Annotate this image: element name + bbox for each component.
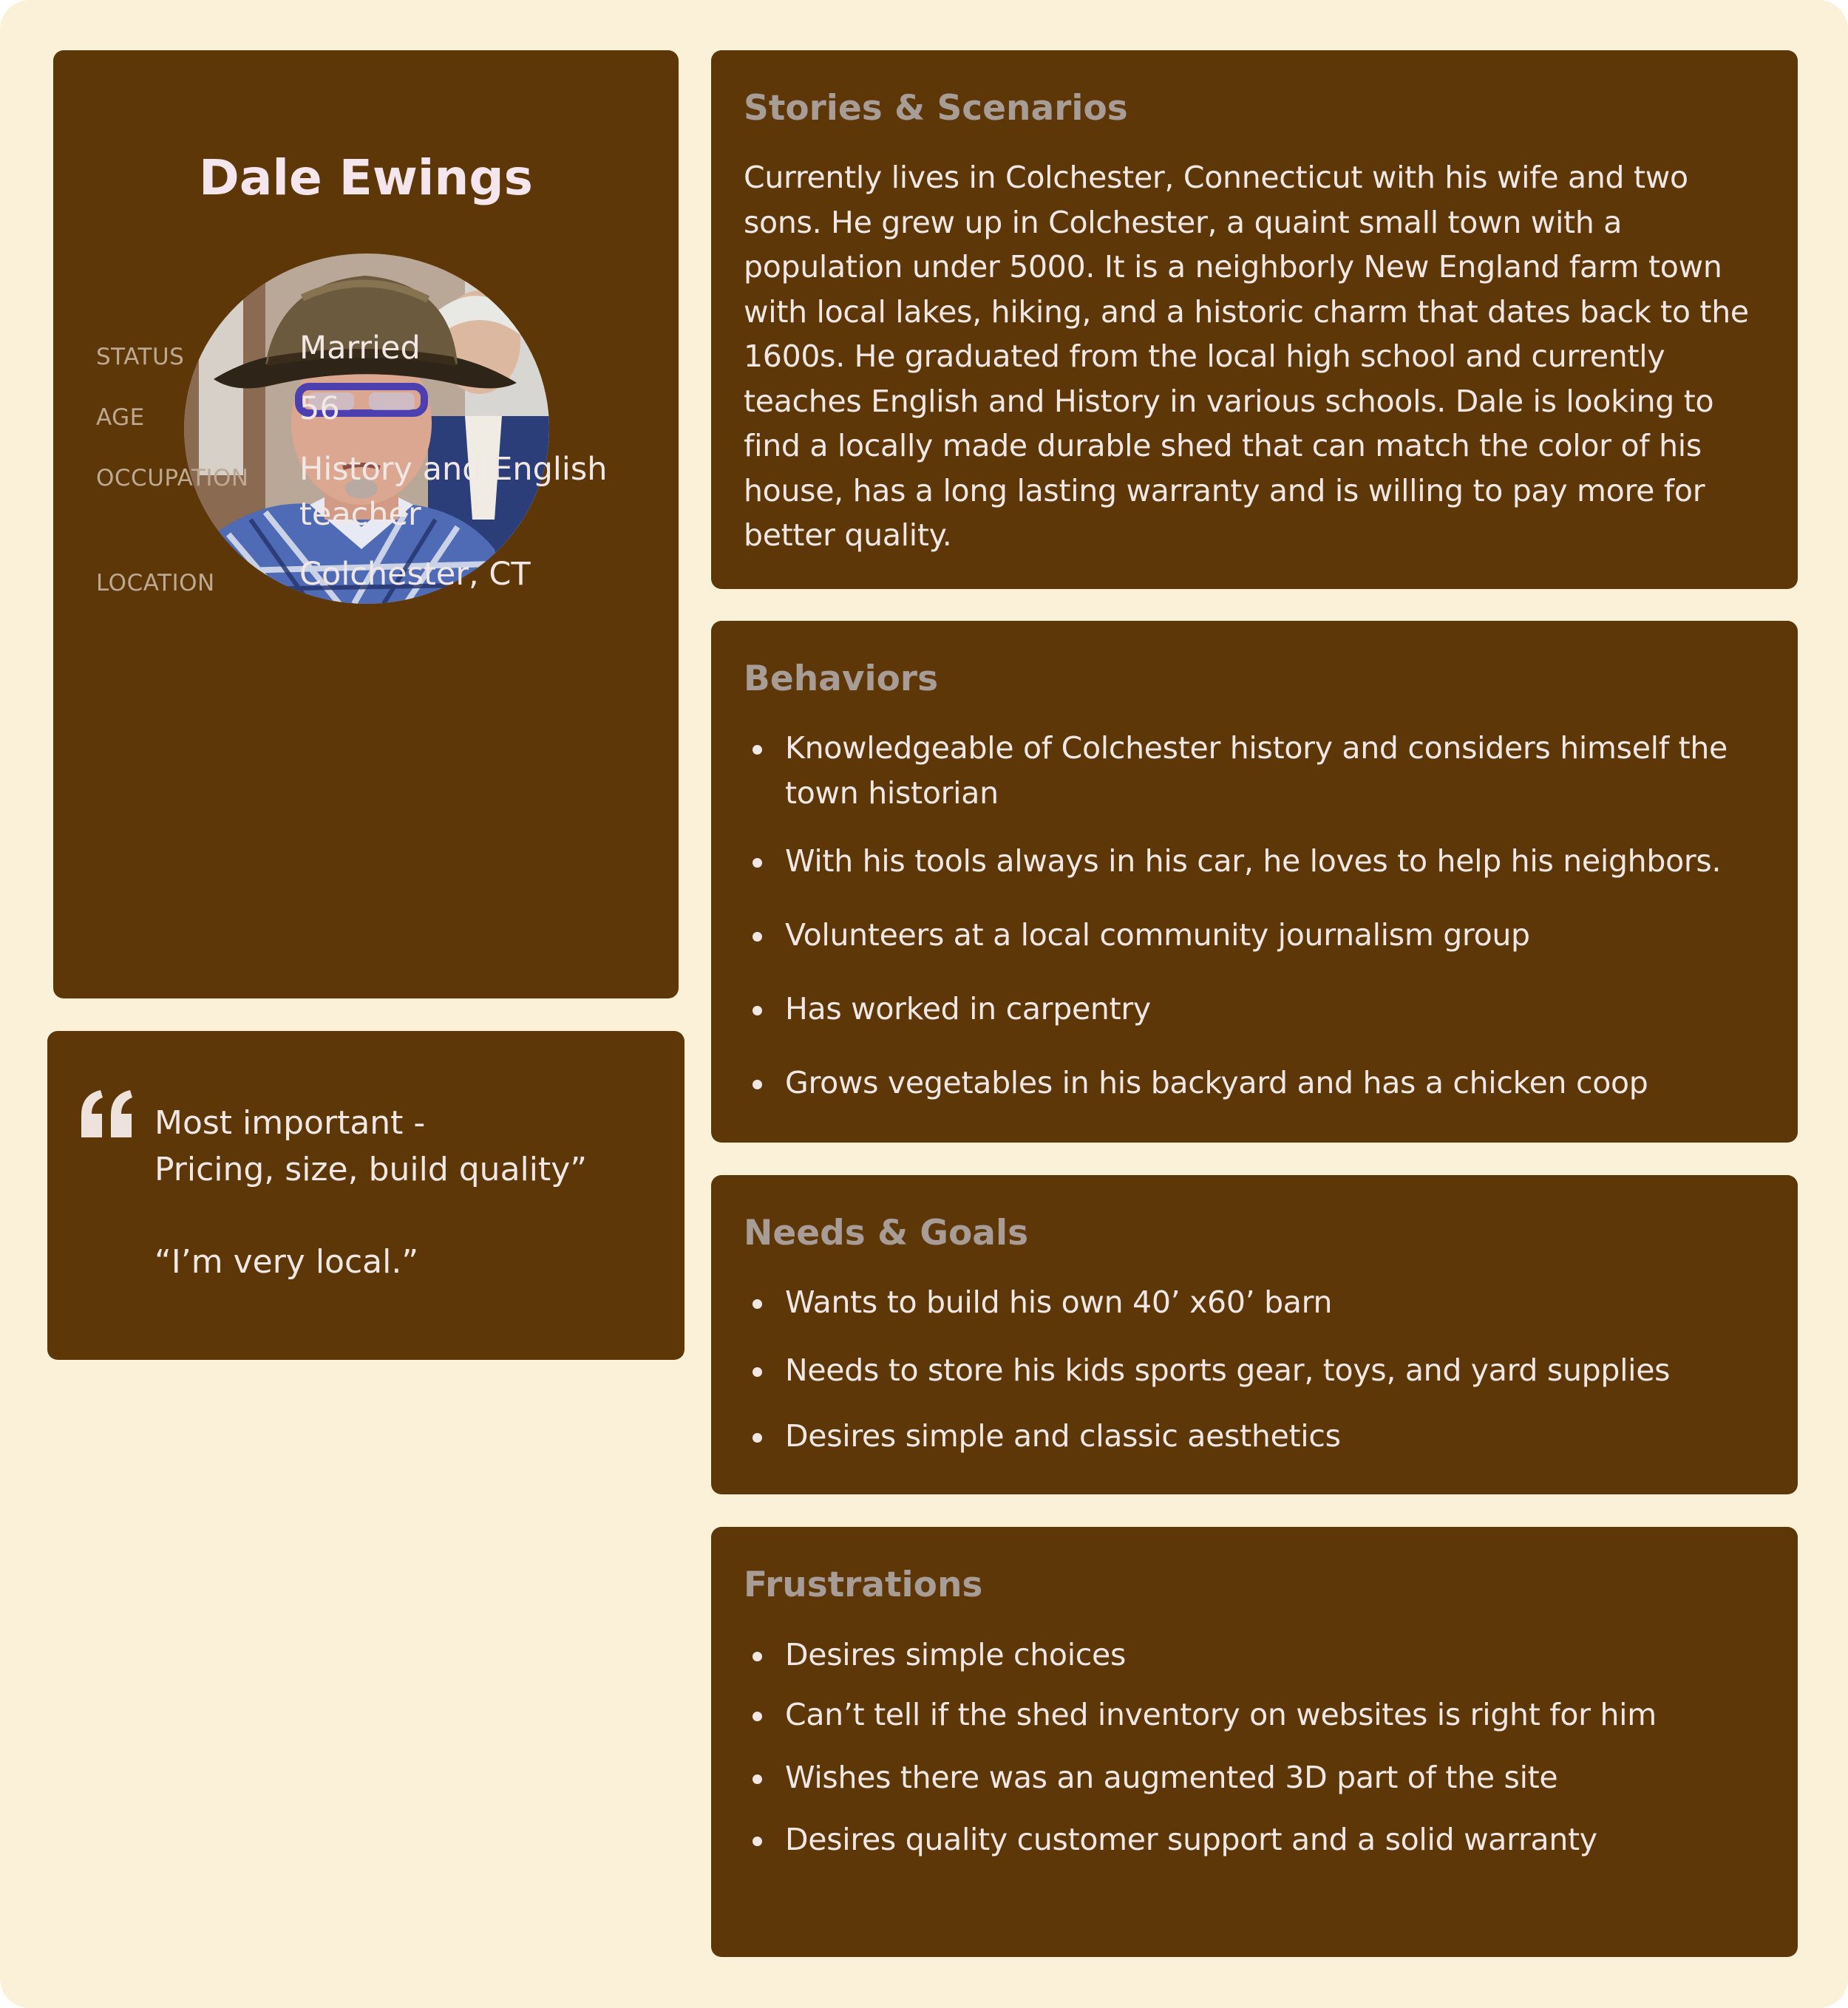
need-item: Desires simple and classic aesthetics [744, 1414, 1734, 1459]
occupation-value: History and English teacher [299, 451, 608, 533]
quote-line-2: Pricing, size, build quality” [154, 1151, 588, 1188]
age-label: AGE [96, 404, 145, 431]
need-item: Needs to store his kids sports gear, toys, and yard supplies [744, 1348, 1734, 1393]
frustrations-card [711, 1527, 1798, 1957]
stories-card [711, 50, 1798, 589]
frustration-item: Can’t tell if the shed inventory on websites is right for him [744, 1692, 1734, 1738]
frustration-item: Desires quality customer support and a solid warranty [744, 1817, 1734, 1862]
persona-name: Dale Ewings [199, 149, 533, 206]
quote-line-3: “I’m very local.” [154, 1243, 419, 1281]
status-value: Married [299, 330, 421, 367]
behaviors-title: Behaviors [744, 658, 939, 699]
frustrations-title: Frustrations [744, 1565, 983, 1605]
stories-title: Stories & Scenarios [744, 88, 1128, 129]
frustration-item: Desires simple choices [744, 1633, 1734, 1678]
age-value: 56 [299, 390, 340, 427]
location-value: Colchester, CT [299, 556, 531, 593]
needs-card [711, 1175, 1798, 1494]
behaviors-card [711, 621, 1798, 1143]
quote-icon [78, 1089, 136, 1137]
frustration-item: Wishes there was an augmented 3D part of the site [744, 1755, 1734, 1800]
status-label: STATUS [96, 344, 185, 370]
quote-line-1: Most important - [154, 1104, 426, 1142]
behavior-item: Has worked in carpentry [744, 987, 1734, 1032]
profile-card [53, 50, 679, 998]
behavior-item: With his tools always in his car, he loves to help his neighbors. [744, 839, 1734, 884]
behavior-item: Knowledgeable of Colchester history and considers himself the town historian [744, 726, 1734, 815]
location-label: LOCATION [96, 570, 215, 596]
stories-text: Currently lives in Colchester, Connecticut with his wife and two sons. He grew up in Colchester, a quaint small town with a population under 5000. It is a neighborly New England farm town with local lakes, hiking, and a historic charm that dates back to the 1600s. He graduated from the local high school and currently teaches English and History in various schools. Dale is looking to find a locally made durable shed that can match the color of his house, has a long lasting warranty and is willing to pay more for better quality. [744, 160, 1749, 553]
behavior-item: Volunteers at a local community journalism group [744, 913, 1734, 958]
need-item: Wants to build his own 40’ x60’ barn [744, 1280, 1734, 1325]
occupation-label: OCCUPATION [96, 465, 249, 491]
quote-text [154, 1100, 665, 1285]
behavior-item: Grows vegetables in his backyard and has a chicken coop [744, 1061, 1734, 1106]
quote-card [47, 1031, 684, 1360]
needs-title: Needs & Goals [744, 1213, 1029, 1253]
